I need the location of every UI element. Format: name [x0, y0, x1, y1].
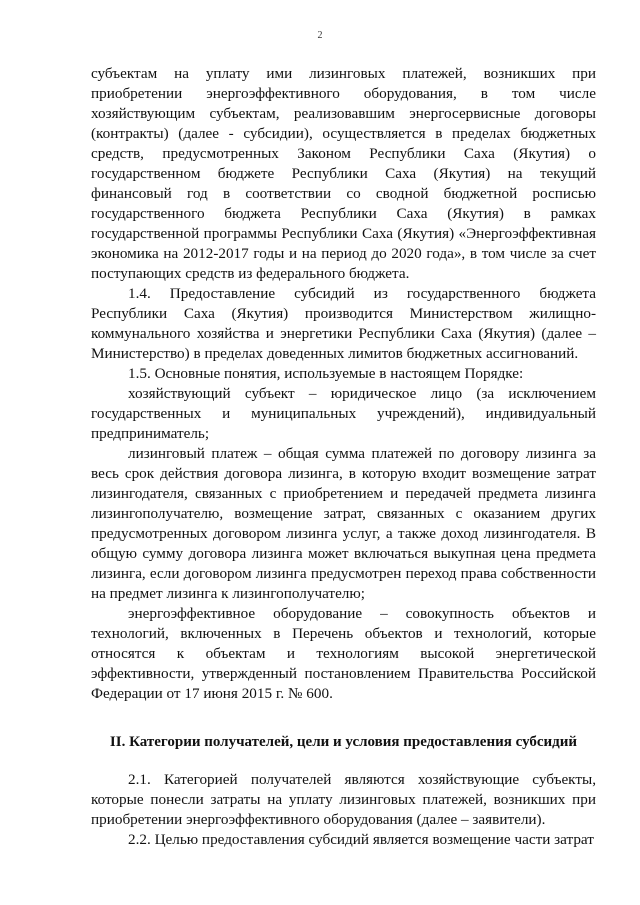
paragraph: 2.1. Категорией получателей являются хозяйствующие субъекты, которые понесли затраты на уплату лизинговых платежей, возникших при приобретении энергоэффективного оборудования (далее – заявители). — [91, 771, 596, 828]
paragraph: 2.2. Целью предоставления субсидий является возмещение части затрат — [128, 831, 594, 848]
paragraph: лизинговый платеж – общая сумма платежей по договору лизинга за весь срок действия договора лизинга, в которую входит возмещение затрат лизингодателя, связанных с приобретением и передачей предмета лизинга лизингополучателю, возмещение затрат, связанных с оказанием других предусмотренных договором лизинга услуг, а также доход лизингодателя. В общую сумму договора лизинга может включаться выкупная цена предмета лизинга, если договором лизинга предусмотрен переход права собственности на предмет лизинга к лизингополучателю; — [91, 445, 596, 602]
section-heading: II. Категории получателей, цели и условия предоставления субсидий — [109, 734, 578, 750]
paragraph: субъектам на уплату ими лизинговых платежей, возникших при приобретении энергоэффективного оборудования, в том числе хозяйствующим субъектам, реализовавшим энергосервисные договоры (контракты) (далее - субсидии), осуществляется в пределах бюджетных средств, предусмотренных Законом Республики Саха (Якутия) о государственном бюджете Республики Саха (Якутия) на текущий финансовый год в соответствии со сводной бюджетной росписью государственного бюджета Республики Саха (Якутия) в рамках государственной программы Республики Саха (Якутия) «Энергоэффективная экономика на 2012-2017 годы и на период до 2020 года», в том числе за счет поступающих средств из федерального бюджета. — [91, 65, 596, 282]
paragraph: хозяйствующий субъект – юридическое лицо (за исключением государственных и муниципальных учреждений), индивидуальный предприниматель; — [91, 385, 596, 442]
paragraph: 1.5. Основные понятия, используемые в настоящем Порядке: — [128, 365, 524, 382]
paragraph: энергоэффективное оборудование – совокупность объектов и технологий, включенных в Перечень объектов и технологий, которые относятся к объектам и технологиям высокой энергетической эффективности, утвержденный постановлением Правительства Российской Федерации от 17 июня 2015 г. № 600. — [91, 605, 596, 702]
paragraphs-after — [91, 770, 596, 850]
page-number: 2 — [317, 30, 323, 41]
paragraphs-before — [91, 64, 596, 704]
document-body — [91, 64, 596, 850]
paragraph: 1.4. Предоставление субсидий из государственного бюджета Республики Саха (Якутия) производится Министерством жилищно-коммунального хозяйства и энергетики Республики Саха (Якутия) (далее – Министерство) в пределах доведенных лимитов бюджетных ассигнований. — [91, 285, 596, 362]
